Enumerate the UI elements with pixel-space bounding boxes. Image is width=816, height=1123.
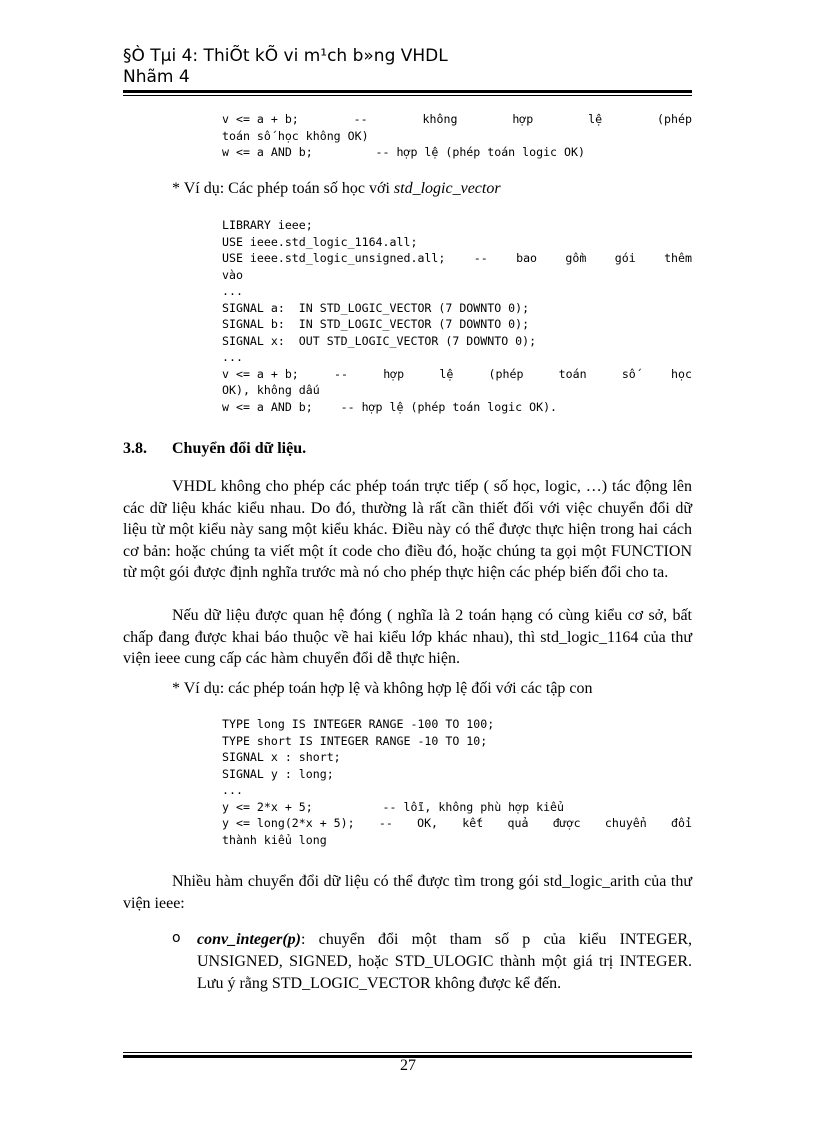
code-token: w <= a AND b; -- hợp lệ (phép toán logic OK). — [222, 399, 558, 414]
code-token: không — [422, 112, 458, 126]
code-line — [222, 766, 692, 783]
code-token: toán — [558, 366, 587, 381]
code-token: hợp — [512, 112, 534, 126]
page-number: 27 — [400, 1057, 416, 1074]
code-line — [222, 316, 692, 333]
code-line — [222, 399, 692, 416]
code-token: OK, — [417, 816, 439, 830]
code-token: được — [552, 816, 581, 830]
code-token: ... — [222, 284, 243, 298]
header-rule-thin — [123, 95, 692, 96]
code-line — [222, 349, 692, 366]
code-token: gồm — [565, 251, 587, 265]
example-caption-prefix: * Ví dụ: Các phép toán số học với — [172, 180, 394, 197]
paragraph-conversion-functions: Nhiều hàm chuyển đổi dữ liệu có thể được tìm trong gói std_logic_arith của thư viện ieee: — [123, 873, 692, 912]
bullet-conv-integer — [197, 929, 692, 995]
code-token: đổi — [671, 816, 692, 830]
code-token: lệ — [588, 112, 603, 126]
bullet-term: conv_integer(p) — [197, 931, 301, 948]
code-line — [222, 733, 692, 750]
example-caption-subsets: * Ví dụ: các phép toán hợp lệ và không hợp lệ đối với các tập con — [172, 680, 593, 697]
code-line — [222, 366, 692, 383]
example-caption-arith — [172, 180, 501, 198]
code-line — [222, 716, 692, 733]
code-token: y <= long(2*x + 5); — [222, 816, 355, 830]
code-token: SIGNAL x : short; — [222, 750, 341, 764]
code-line — [222, 782, 692, 799]
code-token: ... — [222, 783, 243, 797]
code-token: kết — [462, 816, 484, 830]
code-line — [222, 250, 692, 267]
code-token: lệ — [439, 366, 454, 381]
code-line — [222, 234, 692, 251]
code-token: học — [671, 366, 692, 381]
code-line — [222, 815, 692, 832]
code-token: TYPE long IS INTEGER RANGE -100 TO 100; — [222, 717, 495, 731]
code-line — [222, 749, 692, 766]
code-token: SIGNAL a: IN STD_LOGIC_VECTOR (7 DOWNTO 0); — [222, 300, 530, 315]
code-block-subsets — [222, 716, 692, 848]
code-line — [222, 128, 692, 145]
code-token: -- — [353, 112, 368, 126]
code-token: (phép — [488, 366, 524, 381]
code-line — [222, 799, 692, 816]
code-token: w <= a AND b; -- hợp lệ (phép toán logic OK) — [222, 145, 585, 159]
code-token: -- — [378, 816, 393, 830]
code-token: gói — [614, 251, 636, 265]
code-token: TYPE short IS INTEGER RANGE -10 TO 10; — [222, 733, 488, 748]
header-group: Nhãm 4 — [123, 67, 190, 87]
code-line — [222, 283, 692, 300]
code-token: v <= a + b; — [222, 112, 299, 126]
code-token: y <= 2*x + 5; -- lỗi, không phù hợp kiểu — [222, 799, 565, 814]
example-caption-term: std_logic_vector — [393, 180, 501, 197]
code-token: SIGNAL y : long; — [222, 766, 334, 781]
code-token: toán số học không OK) — [222, 128, 369, 143]
code-token: v <= a + b; — [222, 366, 299, 381]
paragraph-intro: VHDL không cho phép các phép toán trực tiếp ( số học, logic, …) tác động lên các dữ liệu khác kiểu nhau. Do đó, thường là rất cần thiết đối với việc chuyển đổi dữ liệu từ một kiểu này sang một kiểu khác. Điều này có thể được thực hiện trong hai cách cơ bản: hoặc chúng ta viết một ít code cho điều đó, hoặc chúng ta gọi một FUNCTION từ một gói được định nghĩa trước mà nó cho phép thực hiện các phép biến đổi cho ta. — [123, 478, 692, 581]
code-line — [222, 832, 692, 849]
code-token: LIBRARY ieee; — [222, 218, 313, 232]
code-block-library — [222, 217, 692, 415]
code-line — [222, 111, 692, 128]
code-token: (phép — [657, 112, 692, 126]
code-token: quả — [507, 816, 529, 830]
code-token: thêm — [664, 251, 692, 265]
code-line — [222, 217, 692, 234]
section-title: Chuyển đổi dữ liệu. — [172, 440, 307, 457]
header-rule — [123, 90, 692, 93]
code-token: USE ieee.std_logic_1164.all; — [222, 234, 418, 249]
code-token: SIGNAL x: OUT STD_LOGIC_VECTOR (7 DOWNTO 0); — [222, 333, 537, 348]
code-block-arith — [222, 111, 692, 161]
code-token: thành kiểu long — [222, 832, 327, 847]
code-line — [222, 300, 692, 317]
code-token: OK), không dấu — [222, 383, 320, 397]
header-title: §Ò Tµi 4: ThiÕt kÕ vi m¹ch b»ng VHDL — [123, 46, 448, 66]
code-token: hợp — [383, 366, 405, 381]
code-token: ... — [222, 350, 243, 364]
code-token: SIGNAL b: IN STD_LOGIC_VECTOR (7 DOWNTO 0); — [222, 317, 530, 331]
bullet-description: : chuyển đổi một tham số p của kiểu INTEGER, UNSIGNED, SIGNED, hoặc STD_ULOGIC thành một giá trị INTEGER. Lưu ý rằng STD_LOGIC_VECTOR không được kể đến. — [197, 931, 692, 992]
code-line — [222, 382, 692, 399]
code-token: vào — [222, 267, 243, 282]
code-line — [222, 333, 692, 350]
code-token: bao — [516, 251, 538, 265]
code-line — [222, 267, 692, 284]
paragraph-closed-types: Nếu dữ liệu được quan hệ đóng ( nghĩa là 2 toán hạng có cùng kiểu cơ sở, bất chấp đang được khai báo thuộc về hai kiểu lớp khác nhau), thì std_logic_1164 của thư viện ieee cung cấp các hàm chuyển đổi dễ thực hiện. — [123, 607, 692, 667]
section-number: 3.8. — [123, 440, 147, 457]
running-header — [123, 46, 448, 88]
section-heading — [123, 440, 306, 458]
code-token: -- — [473, 251, 488, 265]
footer-rule-thin — [123, 1052, 692, 1053]
code-token: số — [621, 366, 636, 381]
code-token: -- — [334, 366, 348, 381]
code-line — [222, 144, 692, 161]
bullet-marker: o — [172, 930, 181, 946]
code-token: USE ieee.std_logic_unsigned.all; — [222, 251, 446, 265]
code-token: chuyển — [604, 816, 647, 830]
